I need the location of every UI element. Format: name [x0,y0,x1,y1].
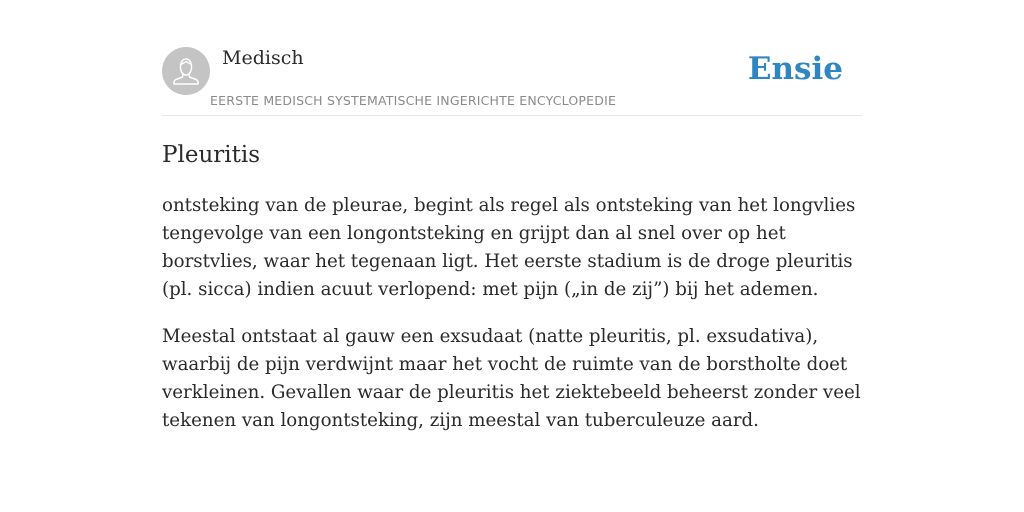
author-subtitle: EERSTE MEDISCH SYSTEMATISCHE INGERICHTE ENCYCLOPEDIE [210,93,617,108]
author-name[interactable]: Medisch [222,47,304,69]
page-header [162,0,862,116]
ensie-logo[interactable]: Ensie [747,51,843,87]
entry-paragraph: ontsteking van de pleurae, begint als regel als ontsteking van het longvlies tengevolge van een longontsteking en grijpt dan al snel over op het borstvlies, waar het tegenaan ligt. Het eerste stadium is de droge pleuritis (pl. sicca) indien acuut verlopend: met pijn („in de zij”) bij het ademen. [162,195,856,300]
author-avatar[interactable] [162,47,210,95]
user-icon [162,47,210,95]
entry-page [162,0,862,431]
entry-paragraph: Meestal ontstaat al gauw een exsudaat (natte pleuritis, pl. exsudativa), waarbij de pijn verdwijnt maar het vocht de ruimte van de borstholte doet verkleinen. Gevallen waar de pleuritis het ziektebeeld beheerst zonder veel tekenen van longontsteking, zijn meestal van tuberculeuze aard. [162,326,861,431]
entry-body [162,192,862,454]
entry-title: Pleuritis [162,142,261,168]
